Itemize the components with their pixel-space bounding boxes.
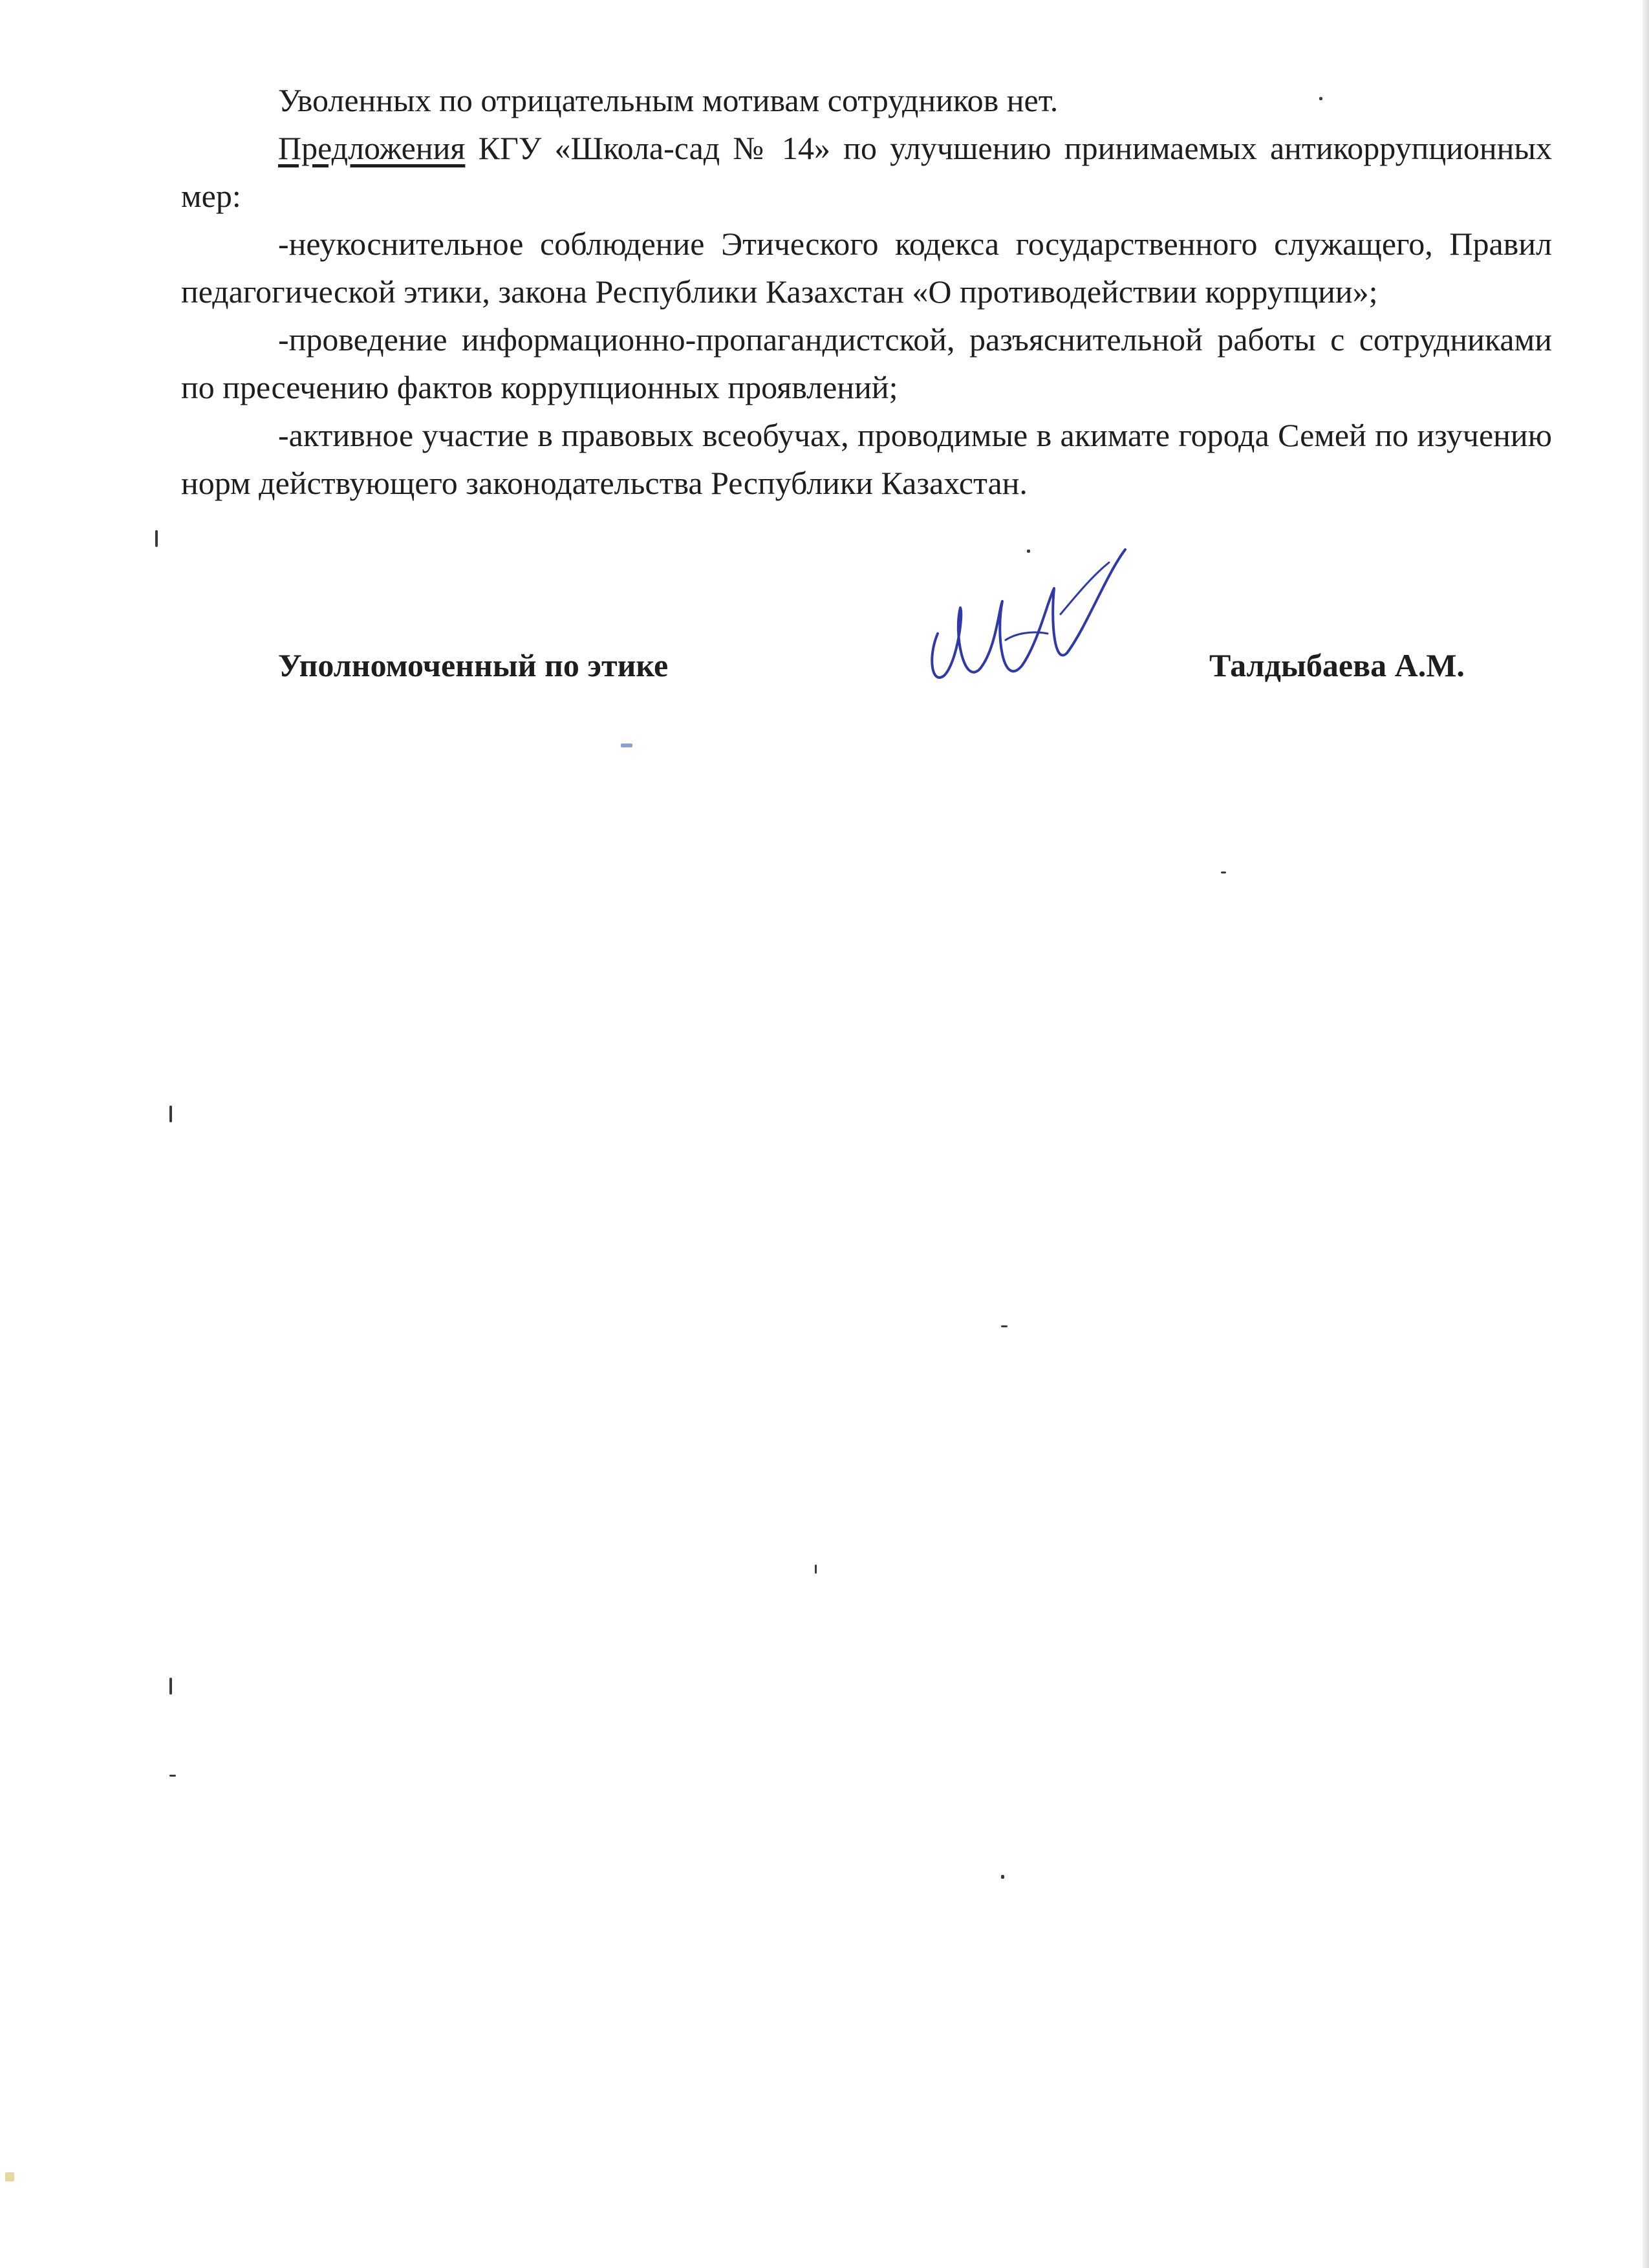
- document-body: [181, 76, 1552, 507]
- paragraph-lead-word: Предложения: [278, 130, 466, 166]
- paragraph-proposals: [181, 124, 1552, 220]
- scan-speck: [169, 1678, 172, 1695]
- paragraph-text: Уволенных по отрицательным мотивам сотрудников нет.: [278, 82, 1059, 118]
- scan-speck: [1027, 550, 1030, 553]
- paragraph-text: -неукоснительное соблюдение Этического кодекса государственного служащего, Правил педагогической этики, закона Республики Казахстан «О противодействии коррупции»;: [181, 226, 1552, 310]
- handwritten-signature: [892, 537, 1229, 705]
- paragraph-text: КГУ «Школа-сад № 14» по улучшению принимаемых антикоррупционных мер:: [181, 130, 1552, 214]
- scan-speck: [1001, 1875, 1004, 1879]
- scan-speck: [1319, 97, 1322, 100]
- signatory-role: Уполномоченный по этике: [278, 647, 669, 683]
- scan-speck: [1001, 1325, 1008, 1327]
- paragraph-information-work: [181, 316, 1552, 411]
- scan-speck: [169, 1775, 176, 1777]
- scan-speck: [169, 1106, 172, 1122]
- scan-speck: [5, 2172, 14, 2181]
- paragraph-dismissed: [181, 76, 1552, 124]
- signatory-name: Талдыбаева А.М.: [1209, 647, 1465, 683]
- scan-speck: [815, 1565, 817, 1574]
- scan-speck: [1221, 872, 1226, 873]
- paragraph-text: -проведение информационно-пропагандистской, разъяснительной работы с сотрудниками по пресечению фактов коррупционных проявлений;: [181, 321, 1552, 405]
- scan-speck: [621, 744, 632, 747]
- signature-block: [181, 621, 1552, 750]
- paragraph-text: -активное участие в правовых всеобучах, проводимые в акимате города Семей по изучению норм действующего законодательства Республики Казахстан.: [181, 417, 1552, 501]
- paragraph-ethics-code: [181, 220, 1552, 316]
- scan-speck: [155, 530, 158, 547]
- scan-edge-shadow: [1643, 0, 1649, 2268]
- paragraph-legal-education: [181, 411, 1552, 507]
